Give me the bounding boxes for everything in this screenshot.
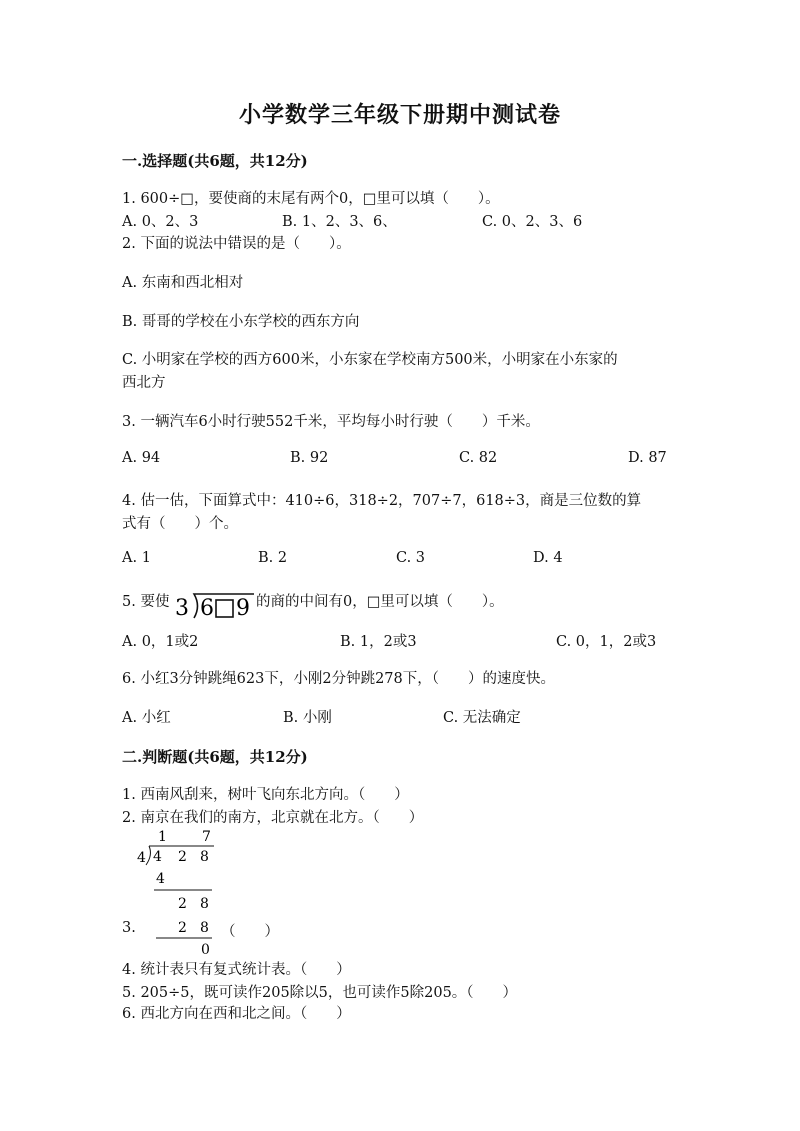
q4-stem-line1: 4. 估一估，下面算式中：410÷6，318÷2，707÷7，618÷3，商是三位数的算 [122, 493, 642, 509]
q1-option-a: A. 0、2、3 [122, 214, 199, 230]
q5-option-b: B. 1，2或3 [340, 634, 417, 650]
q4-option-c: C. 3 [396, 550, 426, 566]
q6-option-b: B. 小刚 [283, 710, 332, 726]
q5-digit-2: 9 [236, 596, 250, 621]
dividend-digit: 8 [200, 849, 209, 865]
q2-option-a: A. 东南和西北相对 [122, 275, 244, 291]
q3-option-a: A. 94 [122, 450, 161, 466]
remainder-digit: 2 [178, 896, 187, 912]
q6-stem: 6. 小红3分钟跳绳623下，小刚2分钟跳278下，（ ）的速度快。 [122, 671, 555, 687]
dividend-digit: 4 [153, 849, 162, 865]
q5-option-a: A. 0，1或2 [122, 634, 199, 650]
j4-stem: 4. 统计表只有复式统计表。（ ） [122, 962, 351, 978]
q4-option-a: A. 1 [122, 550, 151, 566]
j3-label: 3. [122, 920, 136, 936]
remainder-digit: 8 [200, 896, 209, 912]
q3-option-d: D. 87 [628, 450, 667, 466]
q5-division-figure [170, 584, 258, 624]
q2-stem: 2. 下面的说法中错误的是（ ）。 [122, 236, 351, 252]
j3-long-division [132, 824, 222, 959]
q5-digit-1: 6 [200, 596, 214, 621]
j1-stem: 1. 西南风刮来，树叶飞向东北方向。（ ） [122, 787, 409, 803]
dividend-digit: 2 [178, 849, 187, 865]
j6-stem: 6. 西北方向在西和北之间。（ ） [122, 1006, 351, 1022]
q4-option-b: B. 2 [258, 550, 288, 566]
q2-option-c-line2: 西北方 [122, 375, 166, 391]
q1-option-b: B. 1、2、3、6、 [282, 214, 397, 230]
j5-stem: 5. 205÷5，既可读作205除以5，也可读作5除205。（ ） [122, 985, 518, 1001]
final-remainder: 0 [201, 942, 210, 958]
q5-blank-box [216, 600, 233, 617]
q5-divisor: 3 [175, 596, 189, 621]
q3-option-c: C. 82 [459, 450, 498, 466]
q5-option-c: C. 0，1，2或3 [556, 634, 657, 650]
quotient-digit: 1 [158, 829, 167, 845]
q2-option-c-line1: C. 小明家在学校的西方600米，小东家在学校南方500米，小明家在小东家的 [122, 352, 618, 368]
q5-prefix: 5. 要使 [122, 594, 170, 610]
quotient-digit: 7 [202, 829, 211, 845]
q2-option-b: B. 哥哥的学校在小东学校的西东方向 [122, 314, 360, 330]
j3-answer-paren: （ ） [221, 924, 279, 940]
q3-option-b: B. 92 [290, 450, 329, 466]
q6-option-a: A. 小红 [122, 710, 171, 726]
q4-option-d: D. 4 [533, 550, 563, 566]
subtract-digit: 4 [156, 871, 165, 887]
j2-stem: 2. 南京在我们的南方，北京就在北方。（ ） [122, 810, 424, 826]
subtract-digit: 2 [178, 920, 187, 936]
subtract-digit: 8 [200, 920, 209, 936]
q1-option-c: C. 0、2、3、6 [482, 214, 583, 230]
divisor: 4 [137, 850, 146, 866]
division-bracket [146, 846, 150, 865]
q3-stem: 3. 一辆汽车6小时行驶552千米，平均每小时行驶（ ）千米。 [122, 414, 540, 430]
section-heading-choice: 一.选择题(共6题，共12分) [122, 152, 308, 170]
q6-option-c: C. 无法确定 [443, 710, 521, 726]
section-heading-judgement: 二.判断题(共6题，共12分) [122, 748, 308, 766]
q1-stem: 1. 600÷□，要使商的末尾有两个0，□里可以填（ ）。 [122, 191, 500, 207]
q4-stem-line2: 式有（ ）个。 [122, 516, 238, 532]
q5-suffix: 的商的中间有0，□里可以填（ ）。 [256, 594, 504, 610]
page-title: 小学数学三年级下册期中测试卷 [238, 102, 561, 128]
